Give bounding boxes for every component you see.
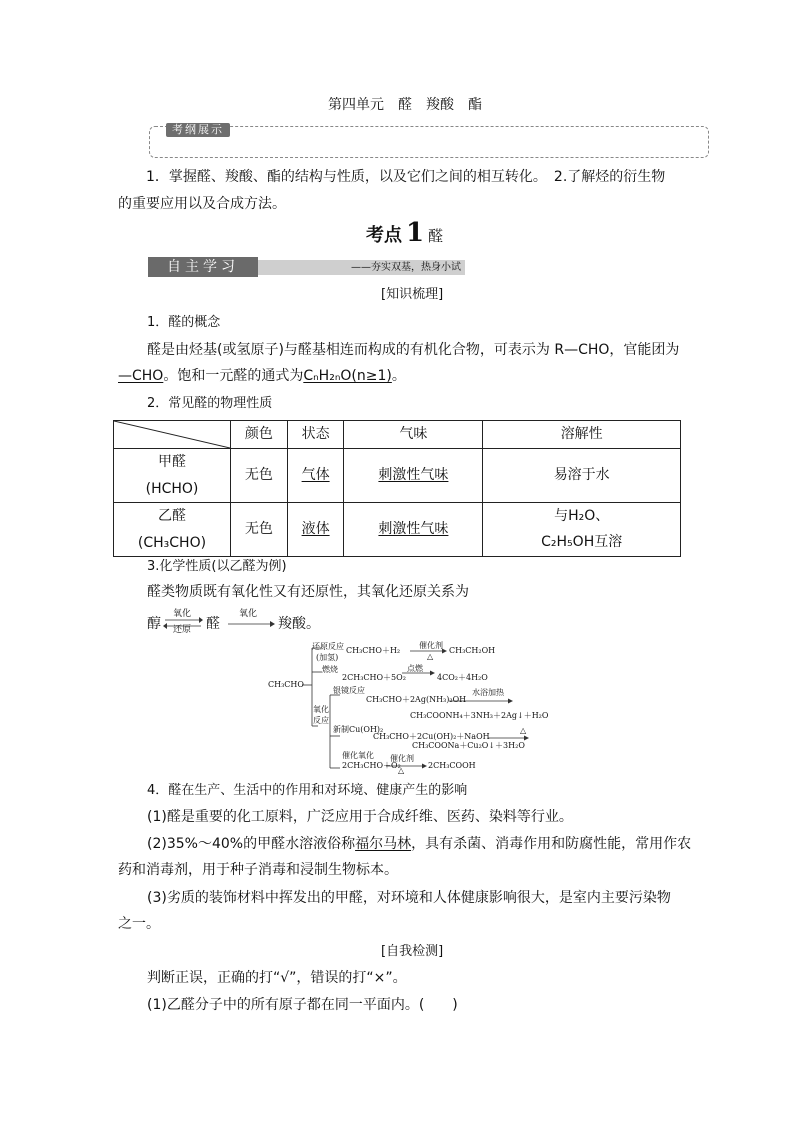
selfcheck-question-1: (1)乙醛分子中的所有原子都在同一平面内。( ): [147, 997, 458, 1013]
table-header: 颜色: [231, 421, 288, 449]
scheme-reduction-sub: (加氢): [316, 653, 339, 662]
point-prefix: 考点: [366, 225, 402, 246]
reaction-scheme-lines: [262, 640, 562, 772]
scheme-cu-eq: CH₃CHO＋2Cu(OH)₂＋NaOH: [373, 732, 490, 741]
scheme-burn-label: 燃烧: [322, 665, 338, 674]
table-row: [114, 503, 681, 557]
redox-arrow-right: [226, 620, 276, 628]
self-study-banner: 自主学习: [148, 257, 258, 277]
row-smell-value: 刺激性气味: [378, 467, 449, 484]
s4-p2-line2: 药和消毒剂，用于种子消毒和浸制生物标本。: [118, 862, 398, 878]
scheme-cat-cat: 催化剂: [390, 754, 414, 763]
row-color: 无色: [231, 449, 288, 503]
redox-start: 醇: [147, 616, 161, 632]
scheme-oxidation-label-1: 氧化: [313, 705, 329, 714]
scheme-silver-mirror-label: 银镜反应: [333, 686, 365, 695]
outline-box: [149, 126, 709, 158]
row-state-value: 气体: [301, 467, 330, 484]
outline-line-2: 的重要应用以及合成方法。: [118, 196, 286, 212]
scheme-cat-cond: △: [398, 766, 405, 775]
s1-line-2: [118, 369, 406, 383]
row-formula: (CH₃CHO): [137, 534, 207, 551]
redox-end: 羧酸。: [278, 616, 320, 632]
selfcheck-instruction: 判断正误，正确的打“√”，错误的打“×”。: [147, 970, 407, 986]
redox-arrows: [163, 616, 203, 630]
table-row: [114, 449, 681, 503]
scheme-ag-prod: CH₃COONH₄＋3NH₃＋2Ag↓＋H₂O: [410, 711, 549, 720]
row-name: 乙醛: [158, 508, 186, 525]
s4-p2-line1: [147, 837, 691, 851]
row-color: 无色: [231, 503, 288, 557]
scheme-oxidation-label-2: 反应: [313, 716, 329, 725]
row-smell: [344, 503, 483, 557]
row-name-cell: [114, 449, 231, 503]
s3-title: 3.化学性质(以乙醛为例): [147, 559, 287, 574]
scheme-reduction-label: 还原反应: [312, 642, 344, 651]
s2-title: 2．常见醛的物理性质: [147, 396, 273, 411]
redox-mid: 醛: [206, 616, 220, 632]
scheme-cuoh2-label: 新制Cu(OH)₂: [333, 725, 384, 734]
scheme-ag-eq: CH₃CHO＋2Ag(NH₃)₂OH: [366, 695, 467, 704]
row-solubility: [483, 503, 681, 557]
scheme-root: CH₃CHO: [268, 680, 304, 689]
scheme-ag-cond: 水浴加热: [472, 688, 504, 697]
row-solubility: 易溶于水: [483, 449, 681, 503]
row-smell: [344, 449, 483, 503]
unit-title: 第四单元 醛 羧酸 酯: [328, 97, 482, 113]
scheme-r1-eq: CH₃CHO＋H₂: [346, 646, 401, 655]
redox-reduction-label: 还原: [173, 625, 192, 635]
s4-p1: (1)醛是重要的化工原料，广泛应用于合成纤维、医药、染料等行业。: [147, 809, 573, 825]
selfcheck-header: [自我检测]: [381, 944, 444, 959]
s4-title: 4．醛在生产、生活中的作用和对环境、健康产生的影响: [147, 783, 468, 798]
scheme-r1-prod: CH₃CH₂OH: [449, 646, 496, 655]
row-name: 甲醛: [158, 454, 186, 470]
point-heading: [366, 220, 443, 246]
row-state-value: 液体: [301, 521, 330, 538]
scheme-cat-prod: 2CH₃COOH: [428, 761, 476, 770]
scheme-catalytic-oxidation-label: 催化氧化: [342, 751, 374, 760]
s4-p3-line2: 之一。: [118, 916, 160, 932]
redox-oxidation-label: 氧化: [173, 609, 192, 619]
row-state: [287, 449, 344, 503]
row-smell-value: 刺激性气味: [378, 521, 449, 538]
functional-group: —CHO: [118, 368, 164, 384]
row-state: [287, 503, 344, 557]
table-header: 溶解性: [483, 421, 681, 449]
scheme-r1-cat: 催化剂: [419, 641, 443, 650]
table-corner-cell: [114, 421, 231, 449]
s1-title: 1．醛的概念: [147, 315, 221, 330]
self-study-subtitle: ——夯实双基，热身小试: [258, 260, 465, 275]
outline-line-1: 1．掌握醛、羧酸、酯的结构与性质，以及它们之间的相互转化。 2.了解烃的衍生物: [146, 169, 666, 185]
aldehyde-properties-table: [113, 420, 681, 557]
s4-p2b: ，具有杀菌、消毒作用和防腐性能，常用作农: [411, 836, 692, 852]
scheme-burn-eq: 2CH₃CHO＋5O₂: [342, 673, 406, 682]
s1-end: 。: [391, 368, 406, 384]
table-header: 气味: [344, 421, 483, 449]
formalin-term: 福尔马林: [355, 836, 412, 852]
point-name: 醛: [428, 227, 444, 245]
scheme-cu-cond: △: [520, 726, 527, 735]
scheme-burn-cond: 点燃: [407, 664, 423, 673]
outline-tag: 考纲展示: [166, 123, 230, 137]
knowledge-header: [知识梳理]: [381, 287, 444, 302]
s3-line-1: 醛类物质既有氧化性又有还原性，其氧化还原关系为: [147, 584, 469, 600]
s1-line-1: 醛是由烃基(或氢原子)与醛基相连而构成的有机化合物，可表示为 R—CHO，官能团为: [147, 342, 680, 358]
table-header: 状态: [287, 421, 344, 449]
s4-p2a: (2)35%～40%的甲醛水溶液俗称: [147, 836, 356, 852]
scheme-r1-cond: △: [427, 652, 434, 661]
s1-mid: 。饱和一元醛的通式为: [163, 368, 304, 384]
scheme-cat-eq: 2CH₃CHO＋O₂: [342, 761, 401, 770]
scheme-cu-prod: CH₃COONa＋Cu₂O↓＋3H₂O: [412, 741, 525, 750]
point-number: 1: [406, 218, 425, 248]
row-name-cell: [114, 503, 231, 557]
general-formula: CₙH₂ₙO(n≥1): [303, 368, 392, 384]
row-solubility-value: 与H₂O、C₂H₅OH互溶: [541, 507, 623, 550]
scheme-burn-prod: 4CO₂＋4H₂O: [437, 673, 488, 682]
redox-oxidation2-label: 氧化: [239, 609, 258, 619]
row-formula: (HCHO): [145, 480, 199, 497]
s4-p3-line1: (3)劣质的装饰材料中挥发出的甲醛，对环境和人体健康影响很大，是室内主要污染物: [147, 890, 671, 906]
